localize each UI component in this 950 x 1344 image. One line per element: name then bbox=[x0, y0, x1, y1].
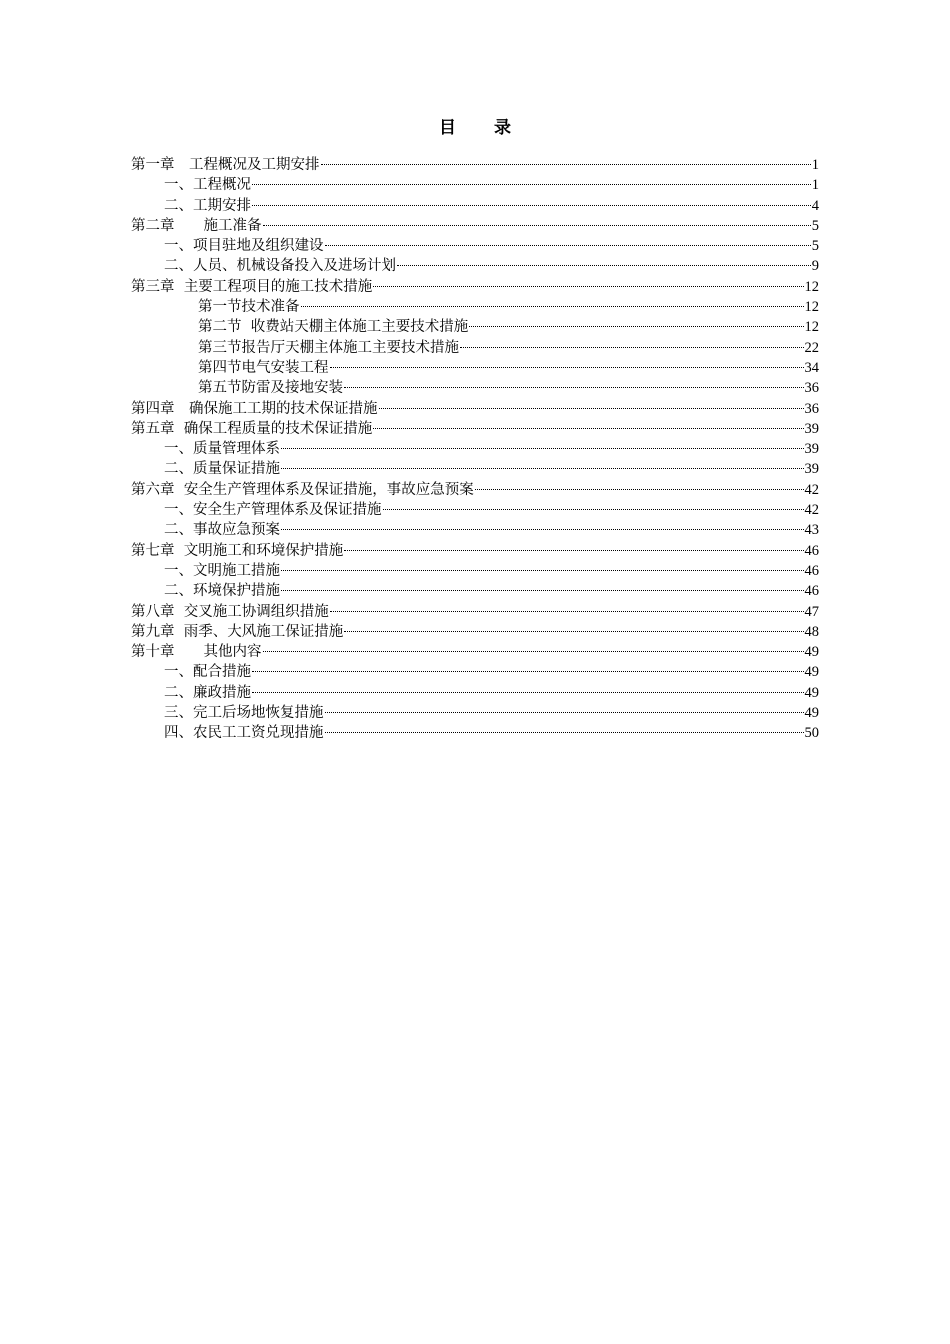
toc-entry-text: 三、完工后场地恢复措施 bbox=[164, 705, 324, 722]
toc-dot-leader bbox=[321, 149, 811, 169]
toc-entry-page-number: 46 bbox=[804, 542, 819, 559]
toc-dot-leader bbox=[475, 474, 804, 494]
toc-entry-page-number: 48 bbox=[804, 623, 819, 640]
toc-entry-page-number: 50 bbox=[804, 725, 819, 742]
toc-entry-text: 第四章 确保施工工期的技术保证措施 bbox=[131, 400, 378, 417]
toc-entry-text: 一、安全生产管理体系及保证措施 bbox=[164, 502, 382, 519]
toc-entry-text: 第一章 工程概况及工期安排 bbox=[131, 157, 320, 173]
toc-entry-page-number: 34 bbox=[804, 359, 819, 376]
toc-entry-page-number: 43 bbox=[804, 522, 819, 539]
toc-entry-page-number: 1 bbox=[811, 157, 819, 173]
toc-dot-leader bbox=[344, 616, 803, 636]
toc-entry-text: 第四节电气安装工程 bbox=[198, 359, 329, 376]
toc-entry-text: 第五章 确保工程质量的技术保证措施 bbox=[131, 420, 373, 437]
toc-entry-page-number: 1 bbox=[811, 177, 819, 194]
toc-title bbox=[0, 116, 950, 140]
toc-entry-page-number: 46 bbox=[804, 562, 819, 579]
toc-dot-leader bbox=[252, 677, 804, 697]
toc-entry-text: 第三章 主要工程项目的施工技术措施 bbox=[131, 278, 373, 295]
toc-entry-text: 第五节防雷及接地安装 bbox=[198, 380, 343, 397]
toc-entry-text: 第一节技术准备 bbox=[198, 299, 300, 316]
toc-entry-page-number: 49 bbox=[804, 705, 819, 722]
toc-dot-leader bbox=[460, 332, 804, 352]
toc-dot-leader bbox=[330, 596, 804, 616]
toc-entry-page-number: 12 bbox=[804, 299, 819, 316]
toc-dot-leader bbox=[252, 656, 804, 676]
toc-dot-leader bbox=[383, 494, 804, 514]
toc-entry-page-number: 49 bbox=[804, 644, 819, 661]
toc-entry-text: 一、质量管理体系 bbox=[164, 441, 280, 458]
toc-list bbox=[131, 149, 819, 742]
toc-entry-text: 二、廉政措施 bbox=[164, 684, 251, 701]
toc-dot-leader bbox=[373, 271, 803, 291]
toc-dot-leader bbox=[344, 372, 804, 392]
toc-dot-leader bbox=[325, 230, 811, 250]
toc-entry-text: 二、环境保护措施 bbox=[164, 583, 280, 600]
toc-dot-leader bbox=[325, 717, 804, 737]
toc-entry-text: 二、事故应急预案 bbox=[164, 522, 280, 539]
toc-entry-text: 第二节 收费站天棚主体施工主要技术措施 bbox=[198, 319, 469, 336]
toc-entry-page-number: 9 bbox=[811, 258, 819, 275]
toc-dot-leader bbox=[281, 514, 804, 534]
toc-entry-page-number: 36 bbox=[804, 400, 819, 417]
toc-title-char-2: 录 bbox=[494, 118, 511, 138]
toc-entry-text: 第八章 交叉施工协调组织措施 bbox=[131, 603, 329, 620]
toc-entry-text: 四、农民工工资兑现措施 bbox=[164, 725, 324, 742]
toc-entry-text: 第七章 文明施工和环境保护措施 bbox=[131, 542, 344, 559]
toc-dot-leader bbox=[330, 352, 804, 372]
toc-entry-page-number: 42 bbox=[804, 502, 819, 519]
toc-entry-text: 一、配合措施 bbox=[164, 664, 251, 681]
toc-entry-page-number: 49 bbox=[804, 664, 819, 681]
toc-dot-leader bbox=[325, 697, 804, 717]
toc-dot-leader bbox=[397, 250, 811, 270]
toc-entry[interactable] bbox=[131, 149, 819, 173]
toc-dot-leader bbox=[379, 393, 804, 413]
toc-entry-page-number: 22 bbox=[804, 339, 819, 356]
toc-entry-page-number: 39 bbox=[804, 461, 819, 478]
toc-entry-text: 第二章 施工准备 bbox=[131, 217, 262, 234]
toc-title-char-1: 目 bbox=[439, 118, 456, 138]
toc-entry-page-number: 5 bbox=[811, 217, 819, 234]
toc-entry-page-number: 5 bbox=[811, 238, 819, 255]
toc-entry-text: 二、工期安排 bbox=[164, 197, 251, 214]
toc-dot-leader bbox=[373, 413, 803, 433]
toc-dot-leader bbox=[252, 190, 811, 210]
toc-dot-leader bbox=[281, 433, 804, 453]
toc-dot-leader bbox=[344, 535, 803, 555]
toc-dot-leader bbox=[281, 555, 804, 575]
toc-dot-leader bbox=[301, 291, 804, 311]
toc-dot-leader bbox=[281, 575, 804, 595]
toc-entry-text: 一、项目驻地及组织建设 bbox=[164, 238, 324, 255]
toc-entry-text: 二、人员、机械设备投入及进场计划 bbox=[164, 258, 396, 275]
toc-dot-leader bbox=[469, 311, 803, 331]
toc-entry-text: 二、质量保证措施 bbox=[164, 461, 280, 478]
toc-entry-text: 第三节报告厅天棚主体施工主要技术措施 bbox=[198, 339, 459, 356]
toc-entry-page-number: 36 bbox=[804, 380, 819, 397]
toc-entry-text: 第九章 雨季、大风施工保证措施 bbox=[131, 623, 344, 640]
toc-entry-page-number: 46 bbox=[804, 583, 819, 600]
toc-entry-page-number: 4 bbox=[811, 197, 819, 214]
toc-entry-page-number: 47 bbox=[804, 603, 819, 620]
toc-dot-leader bbox=[263, 636, 804, 656]
toc-entry-text: 第十章 其他内容 bbox=[131, 644, 262, 661]
toc-dot-leader bbox=[281, 453, 804, 473]
toc-dot-leader bbox=[252, 169, 811, 189]
toc-entry-page-number: 12 bbox=[804, 319, 819, 336]
toc-entry-page-number: 49 bbox=[804, 684, 819, 701]
toc-entry-page-number: 39 bbox=[804, 441, 819, 458]
toc-entry-page-number: 39 bbox=[804, 420, 819, 437]
toc-entry-page-number: 12 bbox=[804, 278, 819, 295]
toc-entry-page-number: 42 bbox=[804, 481, 819, 498]
toc-entry-text: 一、文明施工措施 bbox=[164, 562, 280, 579]
toc-dot-leader bbox=[263, 210, 811, 230]
toc-entry-text: 第六章 安全生产管理体系及保证措施，事故应急预案 bbox=[131, 481, 474, 498]
toc-entry-text: 一、工程概况 bbox=[164, 177, 251, 194]
